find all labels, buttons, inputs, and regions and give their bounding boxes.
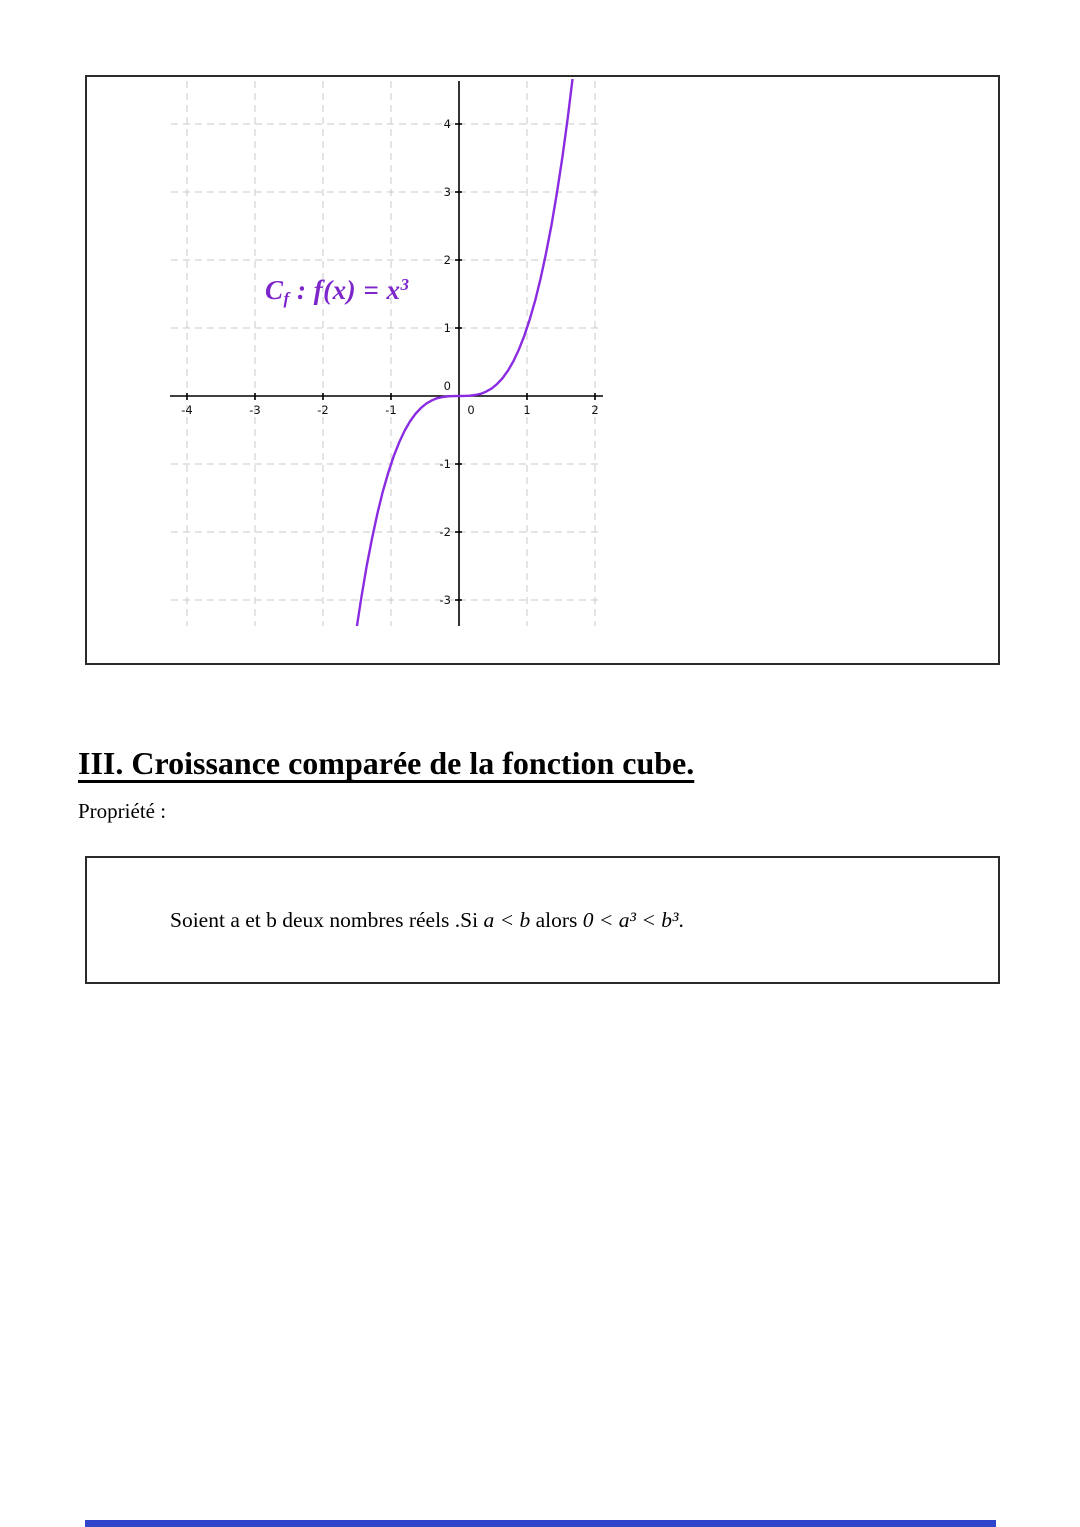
- curve-label-rest: : f(x) = x: [289, 275, 401, 305]
- property-math-2: 0 < a³ < b³: [582, 907, 679, 932]
- curve-label: [265, 275, 410, 309]
- x-tick-label: 1: [523, 403, 531, 417]
- property-box: [85, 856, 1000, 984]
- x-tick-label: -1: [385, 403, 397, 417]
- curve-label-sup: 3: [400, 275, 410, 294]
- curve-label-c: C: [265, 275, 284, 305]
- property-label: Propriété :: [78, 799, 167, 823]
- axes: [170, 81, 603, 626]
- property-text-end: .: [678, 907, 684, 932]
- x-tick-label: -3: [249, 403, 261, 417]
- y-tick-label: 1: [443, 321, 451, 335]
- section-heading: III. Croissance comparée de la fonction cube.: [78, 745, 695, 782]
- graph-figure: [85, 75, 1000, 665]
- y-tick-label: 2: [443, 253, 451, 267]
- tick-labels: [181, 117, 598, 607]
- y-tick-label: 3: [443, 185, 451, 199]
- gridlines: [171, 81, 601, 626]
- x-tick-label: 0: [467, 403, 475, 417]
- property-math-1: a < b: [483, 907, 531, 932]
- cube-function-chart: [87, 77, 998, 663]
- curve-label-sub: f: [283, 289, 290, 308]
- y-tick-label: 4: [443, 117, 451, 131]
- x-tick-label: -4: [181, 403, 193, 417]
- x-tick-label: -2: [317, 403, 329, 417]
- footer-strip: [85, 1520, 996, 1527]
- property-text-lead: Soient a et b deux nombres réels .Si: [170, 907, 484, 932]
- origin-label: 0: [443, 379, 451, 393]
- y-tick-label: -3: [439, 593, 451, 607]
- y-tick-label: -1: [439, 457, 451, 471]
- y-tick-label: -2: [439, 525, 451, 539]
- property-text: [87, 908, 684, 933]
- cubic-curve: [356, 77, 574, 635]
- property-text-mid: alors: [530, 907, 583, 932]
- x-tick-label: 2: [591, 403, 599, 417]
